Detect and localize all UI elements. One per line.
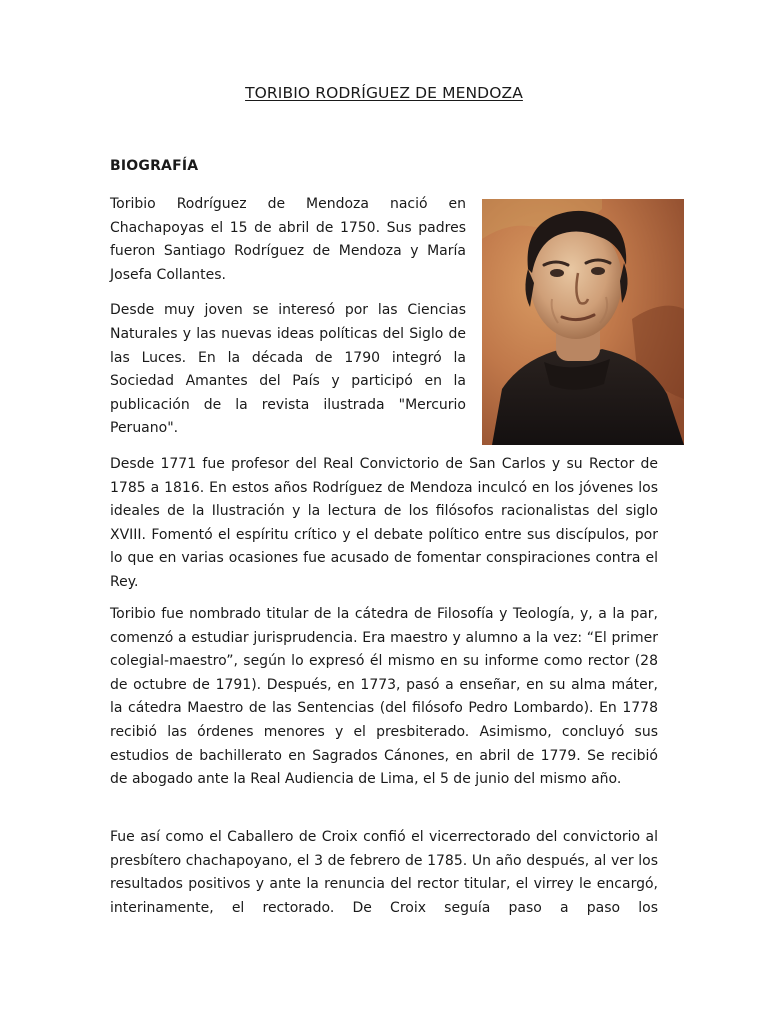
paragraph-catedra: Toribio fue nombrado titular de la cátedra de Filosofía y Teología, y, a la par, comenzó a estudiar jurisprudencia. Era maestro y alumno a la vez: “El primer colegial-maestro”, según lo expresó él mismo en su informe como rector (28 de octubre de 1791). Después, en 1773, pasó a enseñar, en su alma máter, la cátedra Maestro de las Sentencias (del filósofo Pedro Lombardo). En 1778 recibió las órdenes menores y el presbiterado. Asimismo, concluyó sus estudios de bachillerato en Sagrados Cánones, en abril de 1779. Se recibió de abogado ante la Real Audiencia de Lima, el 5 de junio del mismo año. xyxy=(110,606,658,788)
body-text-block-1 xyxy=(110,453,658,595)
paragraph-croix: Fue así como el Caballero de Croix confió el vicerrectorado del convictorio al presbítero chachapoyano, el 3 de febrero de 1785. Un año después, al ver los resultados positivos y ante la renuncia del rector titular, el virrey le encargó, interinamente, el rectorado. De Croix seguía paso a paso los xyxy=(110,829,658,916)
section-heading: BIOGRAFÍA xyxy=(110,158,199,174)
paragraph-birth: Toribio Rodríguez de Mendoza nació en Chachapoyas el 15 de abril de 1750. Sus padres fueron Santiago Rodríguez de Mendoza y María Josefa Collantes. xyxy=(110,196,466,283)
body-text-block-3 xyxy=(110,826,658,920)
body-text-block-2 xyxy=(110,603,658,792)
portrait-painting xyxy=(482,199,684,445)
paragraph-rector: Desde 1771 fue profesor del Real Convictorio de San Carlos y su Rector de 1785 a 1816. En estos años Rodríguez de Mendoza inculcó en los jóvenes los ideales de la Ilustración y la lectura de los filósofos racionalistas del siglo XVIII. Fomentó el espíritu crítico y el debate político entre sus discípulos, por lo que en varias ocasiones fue acusado de fomentar conspiraciones contra el Rey. xyxy=(110,456,658,590)
intro-text-column xyxy=(110,193,466,441)
portrait-image xyxy=(482,199,684,445)
document-title: TORIBIO RODRÍGUEZ DE MENDOZA xyxy=(245,84,523,102)
document-page xyxy=(110,0,658,1024)
paragraph-youth: Desde muy joven se interesó por las Ciencias Naturales y las nuevas ideas políticas del Siglo de las Luces. En la década de 1790 integró la Sociedad Amantes del País y participó en la publicación de la revista ilustrada "Mercurio Peruano". xyxy=(110,302,466,437)
